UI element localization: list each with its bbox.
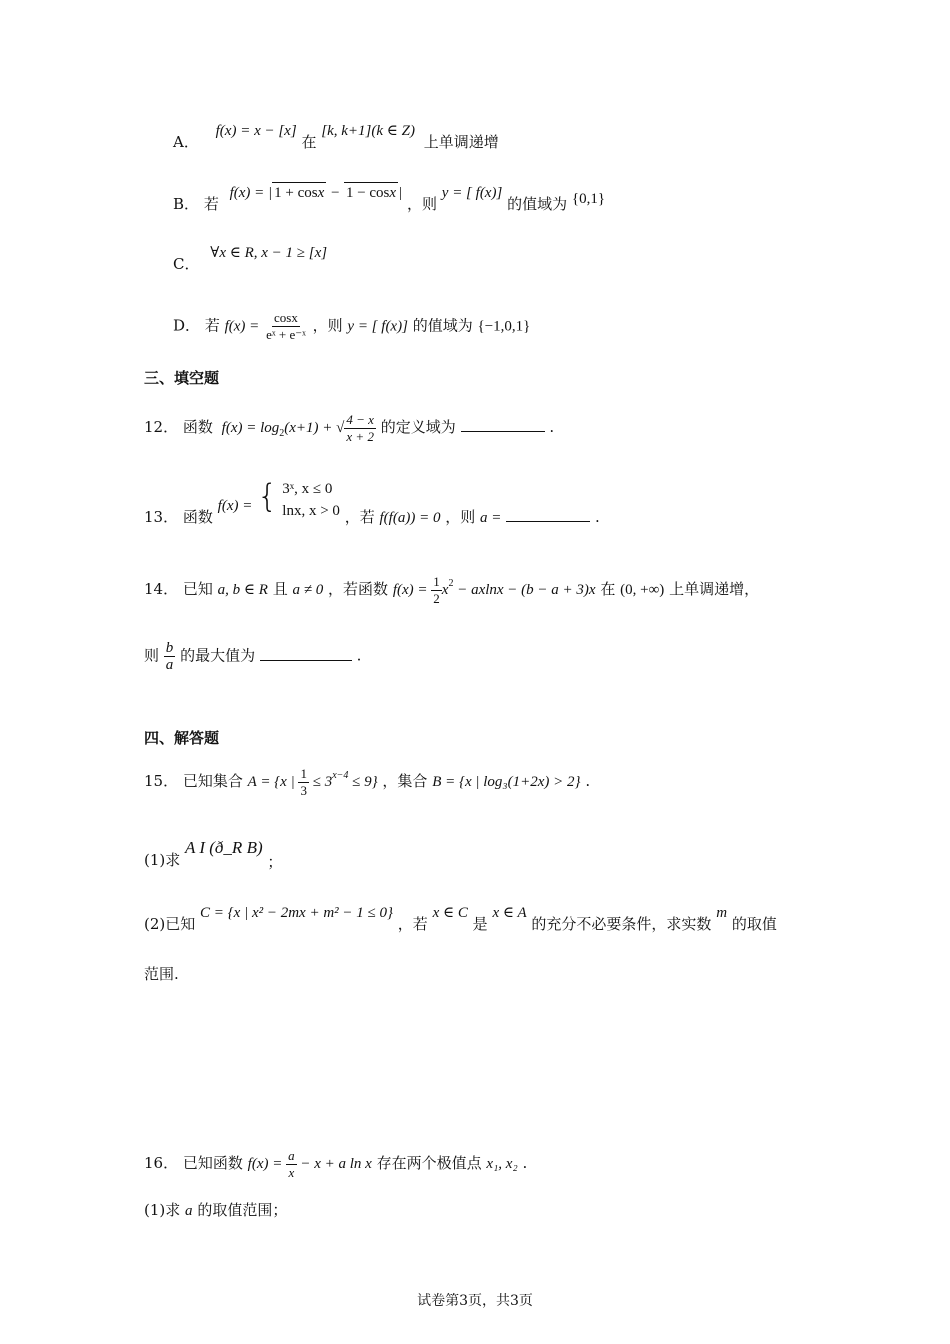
q13-case1: 3ˣ, x ≤ 0	[282, 481, 333, 497]
q15-p2-mid: ，若	[397, 915, 428, 933]
q14-formula: f(x) = $\frac{1}{2}$ $x^2 - axlnx - (b - a + 3)x$	[392, 574, 596, 607]
q16-tail: 存在两个极值点	[376, 1153, 482, 1172]
q14-tail: 上单调递增，	[669, 580, 760, 598]
q16-p1-label: (1)求	[144, 1201, 181, 1219]
option-a-label: A．	[173, 133, 199, 151]
option-d-fraction	[264, 310, 308, 343]
q14-end: .	[356, 646, 362, 665]
option-a-mid: 在	[301, 133, 317, 151]
q13-lhs: f(x) =	[217, 498, 253, 514]
q16-p1-var: a	[185, 1203, 193, 1219]
q14-cond2: a ≠ 0	[292, 582, 324, 598]
q15-set-b: B = {x | log₃(1+2x) > 2}	[432, 774, 581, 790]
question-13	[144, 477, 600, 526]
q15-num: 15．	[144, 772, 179, 790]
q12-answer-blank[interactable]	[461, 417, 545, 432]
q15-mid: ，集合	[382, 772, 428, 790]
q15-p2-tail2: 的取值	[731, 915, 777, 933]
question-14-line2	[144, 640, 361, 673]
option-b-tail: 的值域为	[507, 195, 568, 213]
q13-answer-blank[interactable]	[506, 507, 590, 522]
q16-p1-tail: 的取值范围；	[197, 1201, 288, 1219]
option-a	[173, 120, 499, 151]
q16-num: 16．	[144, 1153, 179, 1172]
option-d-expr: y = [ f(x)]	[347, 318, 408, 335]
q13-end: .	[594, 508, 600, 526]
option-a-formula: f(x) = x − [x]	[215, 123, 297, 139]
q16-formula: f(x) = $\frac{a}{x}$ − x + a ln x	[247, 1148, 372, 1180]
question-15	[144, 766, 590, 799]
page-footer: 试卷第3页，共3页	[417, 1293, 533, 1309]
q16-points: x₁, x₂	[486, 1155, 518, 1172]
option-d-lhs: f(x) =	[224, 318, 260, 335]
option-c-label: C．	[173, 255, 200, 273]
q13-cases	[282, 478, 340, 522]
q15-part-2	[144, 902, 777, 933]
q15-p2-c1: x ∈ C	[432, 905, 468, 921]
q13-num: 13．	[144, 508, 179, 526]
q15-p1-label: (1)求	[144, 851, 181, 869]
q13-cond: f(f(a)) = 0	[379, 510, 441, 526]
q12-pre: 函数	[182, 417, 213, 436]
option-a-tail: 上单调递增	[423, 133, 499, 151]
q15-p1-expr: A I (ð_R B)	[185, 838, 263, 857]
q12-tail: 的定义域为	[380, 417, 456, 436]
section-4-title: 四、解答题	[144, 729, 220, 747]
option-d-pre: 若	[204, 316, 220, 335]
q13-pre: 函数	[182, 508, 213, 526]
option-d-mid: ，则	[312, 316, 343, 335]
q15-p2-c2: x ∈ A	[492, 905, 527, 921]
option-b-label: B．	[173, 195, 200, 213]
option-b-formula: f(x) = | 1 + cosx − 1 − cosx |	[230, 185, 403, 201]
q14-frac-den: a	[165, 657, 174, 673]
q14-fraction	[164, 640, 176, 673]
q15-p2-var: m	[716, 905, 728, 921]
option-d-den: eˣ + e⁻ˣ	[266, 327, 306, 342]
q13-mid2: ，则	[445, 508, 476, 526]
q15-set-a: A = {x | $\frac{1}{3}$ ≤ $3^{x-4} \le 9$}	[247, 766, 378, 799]
q13-brace: {	[257, 477, 278, 515]
q15-end: .	[585, 772, 591, 790]
q13-ans: a =	[480, 510, 502, 526]
option-d	[173, 310, 530, 343]
q14-frac-num: b	[165, 640, 174, 656]
option-c	[173, 242, 328, 273]
q15-part-1	[144, 838, 283, 871]
q14-num: 14．	[144, 580, 179, 598]
q14-on: 在	[600, 580, 616, 598]
q16-part-1	[144, 1200, 287, 1221]
q15-part-2-line2: 范围.	[144, 965, 179, 983]
q14-answer-blank[interactable]	[260, 646, 352, 661]
option-b-expr: y = [ f(x)]	[441, 185, 503, 201]
section-3-title: 三、填空题	[144, 369, 220, 387]
option-d-num: cosx	[274, 310, 298, 325]
q15-pre: 已知集合	[182, 772, 243, 790]
q16-end: .	[522, 1153, 528, 1172]
q15-p2-tail: 的充分不必要条件，求实数	[531, 915, 712, 933]
option-b	[173, 182, 606, 213]
q12-num: 12．	[144, 417, 179, 436]
q14-line2-pre: 则	[144, 646, 160, 665]
option-d-range: {−1,0,1}	[477, 318, 531, 335]
q12-formula: $f(x) = \log_2(x+1)$ + √ $\frac{4 - x}{x + 2}$	[221, 412, 374, 444]
q15-p2-is: 是	[472, 915, 488, 933]
q14-cond1: a, b ∈ R	[217, 582, 268, 598]
q13-case2: lnx, x > 0	[282, 503, 340, 519]
q14-mid: ，若函数	[328, 580, 389, 598]
q16-pre: 已知函数	[182, 1153, 243, 1172]
option-a-interval: [k, k+1](k ∈ Z)	[321, 123, 415, 139]
q14-pre: 已知	[182, 580, 213, 598]
option-b-range: {0,1}	[571, 191, 606, 207]
q15-p1-end: ；	[267, 853, 283, 871]
option-d-tail: 的值域为	[412, 316, 473, 335]
option-b-mid: ，则	[406, 195, 437, 213]
option-d-label: D．	[173, 316, 201, 335]
option-c-formula: ∀x ∈ R, x − 1 ≥ [x]	[210, 245, 328, 261]
q12-end: .	[549, 417, 555, 436]
q14-and: 且	[272, 580, 288, 598]
question-12	[144, 412, 554, 445]
question-14	[144, 574, 759, 607]
q14-line2-tail: 的最大值为	[180, 646, 256, 665]
option-b-pre: 若	[203, 195, 219, 213]
q15-p2-label: (2)已知	[144, 915, 196, 933]
q15-p2-set: C = {x | x² − 2mx + m² − 1 ≤ 0}	[200, 905, 394, 921]
q13-mid: ，若	[344, 508, 375, 526]
q14-interval: (0, +∞)	[620, 582, 665, 598]
question-16	[144, 1148, 527, 1181]
